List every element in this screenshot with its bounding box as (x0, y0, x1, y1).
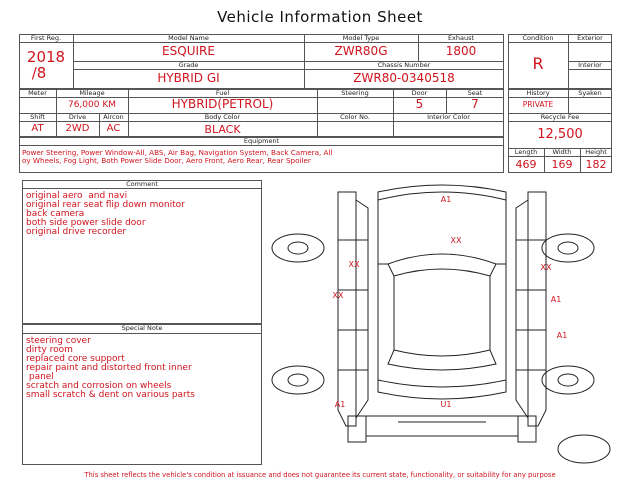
mark-right-rear-door: A1 (556, 331, 568, 340)
color-no-label: Color No. (340, 113, 370, 121)
model-type-label: Model Type (342, 34, 380, 42)
aircon-value: AC (106, 123, 121, 134)
steering-label: Steering (341, 89, 369, 97)
first-reg-month: /8 (31, 64, 47, 82)
page-title: Vehicle Information Sheet (217, 8, 423, 26)
chassis-number-value: ZWR80-0340518 (353, 71, 455, 85)
model-name-label: Model Name (168, 34, 209, 42)
grade-value: HYBRID GI (157, 71, 220, 85)
mark-bonnet: XX (450, 236, 462, 245)
shift-label: Shift (30, 113, 45, 121)
equipment-line-1: Power Steering, Power Window-All, ABS, Air Bag, Navigation System, Back Camera, All (22, 148, 333, 157)
special-note-line: small scratch & dent on various parts (26, 390, 195, 400)
mark-rear-bumper: U1 (440, 400, 452, 409)
mileage-label: Mileage (79, 89, 105, 97)
length-value: 469 (515, 158, 537, 171)
mark-front-bumper: A1 (440, 195, 452, 204)
car-right-side (516, 192, 546, 426)
grade-label: Grade (178, 61, 199, 69)
special-note-list (26, 337, 195, 400)
height-value: 182 (585, 158, 607, 171)
special-note-line: scratch and corrosion on wheels (26, 381, 172, 391)
mark-right-front-fender: XX (540, 263, 552, 272)
wheel-front-right (542, 234, 594, 262)
model-type-value: ZWR80G (334, 44, 388, 58)
height-label: Height (585, 148, 607, 156)
equipment-label: Equipment (243, 137, 280, 145)
wheel-rear-right (542, 366, 594, 394)
comment-line: original aero and navi (26, 191, 128, 201)
chassis-number-label: Chassis Number (377, 61, 431, 69)
exhaust-label: Exhaust (447, 34, 475, 42)
seat-label: Seat (467, 89, 483, 97)
special-note-line: steering cover (26, 336, 91, 346)
comment-line: original rear seat flip down monitor (26, 200, 185, 210)
special-note-line: repair paint and distorted front inner (26, 363, 192, 373)
car-rear-view (348, 416, 536, 442)
comment-line: both side power slide door (26, 218, 146, 228)
interior-label: Interior (578, 61, 602, 69)
door-value: 5 (415, 97, 424, 111)
syaken-label: Syaken (578, 89, 602, 97)
car-damage-diagram (268, 180, 616, 470)
mark-right-front-door: A1 (550, 295, 562, 304)
comment-label: Comment (126, 180, 158, 188)
condition-value: R (532, 54, 544, 73)
model-name-value: ESQUIRE (162, 44, 215, 58)
first-reg-label: First Reg. (30, 34, 62, 42)
car-top-view (378, 185, 506, 399)
exterior-label: Exterior (577, 34, 603, 42)
condition-label: Condition (522, 34, 554, 42)
disclaimer-footer: This sheet reflects the vehicle's condition at issuance and does not guarantee its current state, functionality, or suitability for any purpose (84, 471, 556, 479)
special-note-line: panel (26, 372, 54, 382)
history-label: History (526, 89, 550, 97)
fuel-value: HYBRID(PETROL) (171, 97, 274, 111)
width-label: Width (552, 148, 572, 156)
wheel-front-left (272, 234, 324, 262)
comment-list (26, 192, 185, 237)
first-reg-year: 2018 (26, 48, 66, 66)
drive-label: Drive (68, 113, 87, 121)
mark-left-front-door: XX (332, 291, 344, 300)
seat-value: 7 (471, 97, 479, 111)
recycle-fee-label: Recycle Fee (540, 113, 580, 121)
special-note-line: replaced core support (26, 354, 125, 364)
body-color-value: BLACK (204, 123, 241, 136)
width-value: 169 (551, 158, 573, 171)
comment-line: original drive recorder (26, 227, 127, 237)
history-value: PRIVATE (522, 100, 554, 109)
car-left-side (338, 192, 368, 426)
mileage-value: 76,000 KM (67, 100, 117, 110)
shift-value: AT (31, 123, 44, 134)
door-label: Door (411, 89, 428, 97)
aircon-label: Aircon (103, 113, 124, 121)
special-note-label: Special Note (121, 324, 163, 332)
wheel-rear-left (272, 366, 324, 394)
recycle-fee-value: 12,500 (537, 127, 583, 142)
drive-value: 2WD (65, 123, 90, 134)
length-label: Length (514, 148, 538, 156)
interior-color-label: Interior Color (427, 113, 470, 121)
wheel-spare (558, 435, 610, 463)
mark-left-front-fender: XX (348, 260, 360, 269)
meter-label: Meter (28, 89, 47, 97)
mark-left-rear-panel: A1 (334, 400, 346, 409)
fuel-label: Fuel (215, 89, 230, 97)
comment-line: back camera (26, 209, 85, 219)
exhaust-value: 1800 (445, 44, 477, 58)
special-note-line: dirty room (26, 345, 73, 355)
body-color-label: Body Color (204, 113, 241, 121)
equipment-line-2: oy Wheels, Fog Light, Both Power Slide Door, Aero Front, Aero Rear, Rear Spoiler (22, 156, 311, 165)
